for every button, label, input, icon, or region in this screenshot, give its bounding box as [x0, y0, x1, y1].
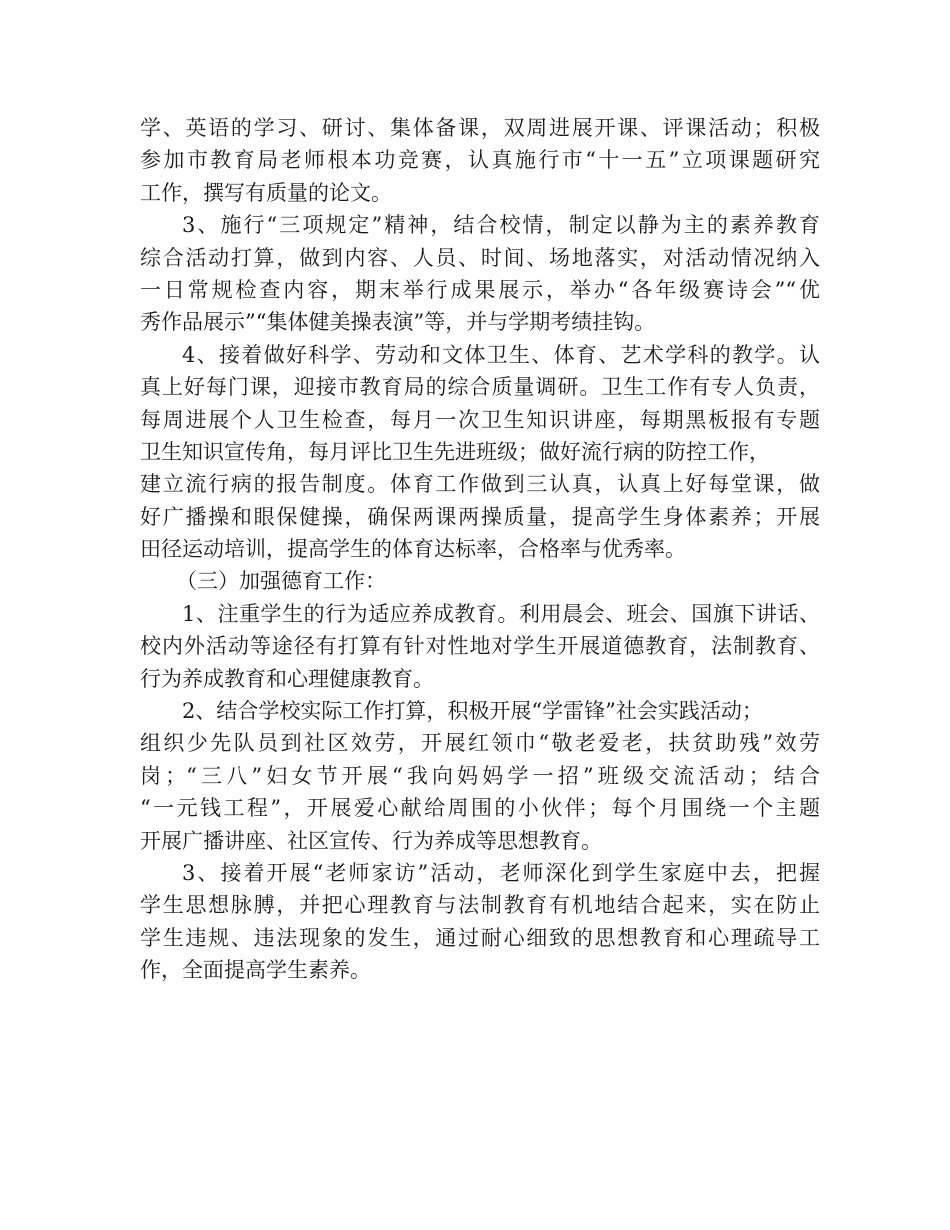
- text-line: 建立流行病的报告制度。体育工作做到三认真，认真上好每堂课，做: [140, 472, 820, 497]
- text-line: “一元钱工程”，开展爱心献给周围的小伙伴；每个月围绕一个主题: [140, 796, 820, 821]
- text-line: 秀作品展示”“集体健美操表演”等，并与学期考绩挂钩。: [140, 310, 656, 335]
- text-line: 卫生知识宣传角，每月评比卫生先进班级；做好流行病的防控工作，: [140, 439, 770, 464]
- text-line: 一日常规检查内容，期末举行成果展示，举办“各年级赛诗会”“优: [140, 277, 820, 302]
- text-line: 真上好每门课，迎接市教育局的综合质量调研。卫生工作有专人负责，: [140, 375, 820, 400]
- text-line: 综合活动打算，做到内容、人员、时间、场地落实，对活动情况纳入: [140, 245, 820, 270]
- text-line: 2、结合学校实际工作打算，积极开展“学雷锋”社会实践活动；: [182, 699, 763, 724]
- text-line: 组织少先队员到社区效劳，开展红领巾“敬老爱老，扶贫助残”效劳: [140, 731, 820, 756]
- text-line: 3、施行“三项规定”精神，结合校情，制定以静为主的素养教育: [182, 213, 820, 238]
- text-line: 学生思想脉膊，并把心理教育与法制教育有机地结合起来，实在防止: [140, 893, 820, 918]
- text-line: 校内外活动等途径有打算有针对性地对学生开展道德教育，法制教育、: [140, 634, 820, 659]
- text-line: 3、接着开展“老师家访”活动，老师深化到学生家庭中去，把握: [182, 860, 820, 885]
- text-line: 开展广播讲座、社区宣传、行为养成等思想教育。: [140, 828, 602, 853]
- text-line: 1、注重学生的行为适应养成教育。利用晨会、班会、国旗下讲话、: [182, 601, 820, 626]
- text-line: 学生违规、违法现象的发生，通过耐心细致的思想教育和心理疏导工: [140, 925, 820, 950]
- section-heading: （三）加强德育工作：: [176, 569, 386, 594]
- text-line: 田径运动培训，提高学生的体育达标率，合格率与优秀率。: [140, 537, 686, 562]
- text-line: 每周进展个人卫生检查，每月一次卫生知识讲座，每期黑板报有专题: [140, 407, 820, 432]
- text-line: 参加市教育局老师根本功竞赛，认真施行市“十一五”立项课题研究: [140, 148, 820, 173]
- text-line: 工作，撰写有质量的论文。: [140, 180, 392, 205]
- text-line: 4、接着做好科学、劳动和文体卫生、体育、艺术学科的教学。认: [182, 342, 820, 367]
- text-line: 岗；“三八”妇女节开展“我向妈妈学一招”班级交流活动；结合: [140, 763, 820, 788]
- document-page: [140, 112, 820, 987]
- text-line: 行为养成教育和心理健康教育。: [140, 666, 434, 691]
- text-line: 学、英语的学习、研讨、集体备课，双周进展开课、评课活动；积极: [140, 116, 820, 140]
- text-line: 作，全面提高学生素养。: [140, 958, 371, 983]
- text-line: 好广播操和眼保健操，确保两课两操质量，提高学生身体素养；开展: [140, 504, 820, 529]
